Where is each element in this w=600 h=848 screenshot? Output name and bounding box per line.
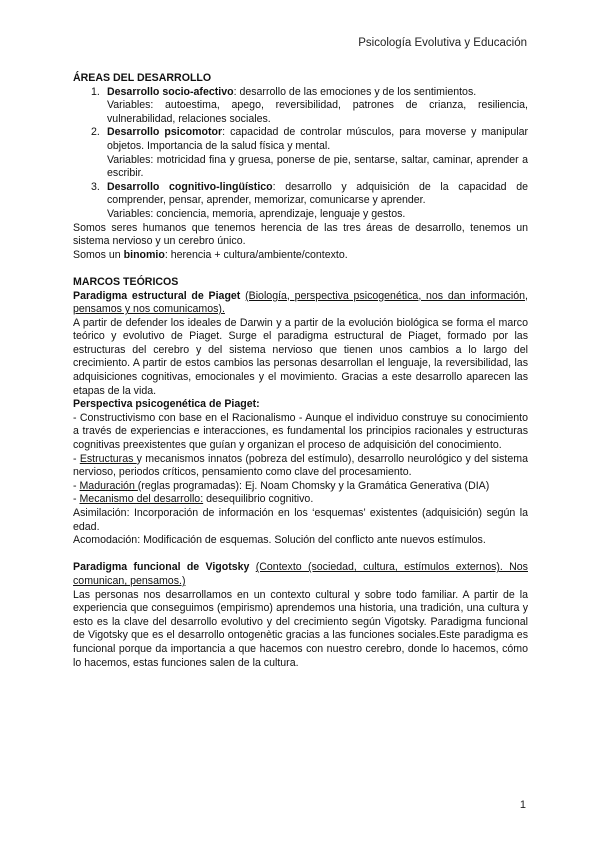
structures-term: Estructuras [79, 452, 137, 465]
binomio-line [73, 249, 528, 263]
asimilacion-line: Asimilación: Incorporación de información en los ‘esquemas’ existentes (adquisición) según la edad. [73, 507, 528, 533]
area-variables: Variables: autoestima, apego, reversibilidad, patrones de crianza, resiliencia, vulnerabilidad, relaciones sociales. [107, 99, 528, 125]
area-term: Desarrollo socio-afectivo [107, 85, 234, 98]
dash: - [73, 493, 80, 506]
piaget-paragraph: A partir de defender los ideales de Darwin y a partir de la evolución biológica se forma el marco teórico y evolutivo de Piaget. Surge el paradigma estructural de Piaget, formado por las estructuras del cerebro y del sistema nervioso que tienen unos cambios a lo largo del crecimiento. A partir de estos cambios las personas desarrollan el lenguaje, la reversibilidad, las adquisiciones cognitivas, emocionales y el movimiento. Gracias a este desarrollo aparecen las etapas de la vida. [73, 316, 528, 397]
piaget-title: Paradigma estructural de Piaget [73, 289, 241, 302]
list-item [73, 86, 528, 127]
spacer [73, 548, 528, 562]
area-definition: : capacidad de controlar músculos, para moverse y manipular objetos. Importancia de la salud física y mental. [107, 126, 528, 152]
area-variables: Variables: motricidad fina y gruesa, ponerse de pie, sentarse, saltar, caminar, aprender a escribir. [107, 153, 528, 180]
area-variables: Variables: conciencia, memoria, aprendizaje, lenguaje y gestos. [107, 207, 406, 220]
spacer [73, 262, 528, 276]
maduracion-text: (reglas programadas): Ej. Noam Chomsky y la Gramática Generativa (DIA) [137, 479, 490, 492]
section-title-marcos: MARCOS TEÓRICOS [73, 275, 179, 288]
perspective-item-3 [73, 480, 528, 494]
piaget-subtitle: (Biología, perspectiva psicogenética, nos dan información, pensamos y nos comunicamos). [73, 289, 528, 316]
page-number: 1 [519, 799, 526, 811]
mecanismo-text: desequilibrio cognitivo. [203, 493, 314, 506]
areas-summary: Somos seres humanos que tenemos herencia de las tres áreas de desarrollo, tenemos un sistema nervioso y un cerebro único. [73, 221, 528, 248]
perspective-item-4 [73, 493, 528, 507]
area-definition: : desarrollo y adquisición de la capacidad de comprender, pensar, aprender, memorizar, comunicarse y aprender. [107, 180, 528, 207]
list-item [73, 126, 528, 180]
list-item [73, 181, 528, 222]
document-body [73, 72, 528, 670]
dash: - [73, 479, 80, 492]
mecanismo-term: Mecanismo del desarrollo: [79, 493, 204, 506]
binomio-term: binomio [123, 248, 165, 261]
vigotsky-title: Paradigma funcional de Vigotsky [73, 561, 250, 574]
piaget-heading [73, 290, 528, 317]
dash: - [73, 452, 80, 465]
binomio-post: : herencia + cultura/ambiente/contexto. [164, 248, 348, 261]
running-header: Psicología Evolutiva y Educación [358, 37, 527, 49]
list-number: 2. [91, 126, 100, 139]
area-term: Desarrollo cognitivo-lingüístico [107, 180, 273, 193]
perspective-item-2 [73, 453, 528, 480]
perspective-item-1: - Constructivismo con base en el Racionalismo - Aunque el individuo construye su conocimiento a través de experiencias e interacciones, es fundamental los principios racionales y estructuras cognitivas preexistentes que guían y organizan el proceso de adquisición del conocimiento. [73, 411, 528, 452]
binomio-pre: Somos un [73, 248, 124, 261]
list-number: 3. [91, 180, 100, 193]
acomodacion-line: Acomodación: Modificación de esquemas. Solución del conflicto ante nuevos estímulos. [73, 534, 486, 547]
vigotsky-subtitle: (Contexto (sociedad, cultura, estímulos externos). Nos comunican, pensamos.) [73, 561, 528, 587]
vigotsky-heading [73, 561, 528, 588]
section-title-areas: ÁREAS DEL DESARROLLO [73, 72, 212, 84]
structures-text: y mecanismos innatos (pobreza del estímulo), desarrollo neurológico y del sistema nervioso, periodos críticos, pensamiento como clave del procesamiento. [73, 452, 528, 479]
vigotsky-paragraph: Las personas nos desarrollamos en un contexto cultural y sobre todo familiar. A partir de la experiencia que conseguimos (empirismo) aprendemos una historia, una tradición, una cultura y esto es la clave del desarrollo evolutivo y del crecimiento según Vigotsky. Paradigma funcional de Vigotsky que es el desarrollo ontogenètic gracias a las funciones sociales.Este paradigma es funcional porque da importancia a que hacemos con nuestro cerebro, donde lo hacemos, cómo lo hacemos, estas funciones salen de la cultura. [73, 588, 528, 669]
areas-list [73, 86, 528, 222]
perspective-title: Perspectiva psicogenética de Piaget: [73, 398, 260, 411]
maduracion-term: Maduración [79, 479, 138, 492]
area-term: Desarrollo psicomotor [107, 126, 223, 139]
area-definition: : desarrollo de las emociones y de los sentimientos. [233, 85, 477, 98]
list-number: 1. [91, 85, 100, 98]
